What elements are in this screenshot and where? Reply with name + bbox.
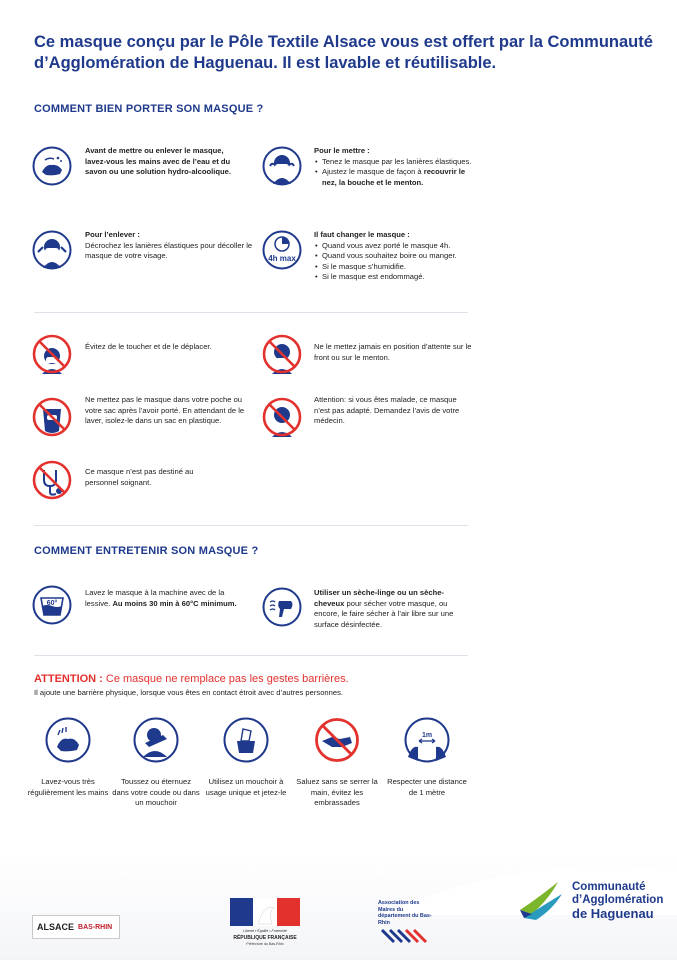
put-on-text: Pour le mettre : • Tenez le masque par les lanières élastiques. • Ajustez le masque de façon à recouvrir le nez, la bouche et le menton.: [314, 146, 474, 188]
warning-no-chin: Ne le mettez jamais en position d’attente sur le front ou sur le menton.: [314, 342, 472, 362]
timer-icon-label: 4h max: [268, 254, 296, 263]
warning-no-pocket: Ne mettez pas le masque dans votre poche ou votre sac après l’avoir porté. En attendant de le laver, isolez-le dans un sac en plastique.: [85, 395, 245, 425]
hair-dryer-icon: [262, 587, 302, 627]
republique-francaise-logo: [228, 896, 302, 948]
page-headline: Ce masque conçu par le Pôle Textile Alsace vous est offert par la Communauté d’Agglomération de Haguenau. Il est lavable et réutilisable.: [34, 33, 653, 72]
gesture-caption: Utilisez un mouchoir à usage unique et jetez-le: [205, 777, 287, 797]
dry-text: Utiliser un sèche-linge ou un sèche-cheveux pour sécher votre masque, ou encore, le faire sécher à l’air libre sur une surface désinfectée.: [314, 588, 454, 629]
alsace-logo: ALSACE BAS-RHIN: [32, 915, 120, 939]
no-stethoscope-icon: [32, 460, 72, 500]
warning-not-medical: Ce masque n’est pas destiné au personnel soignant.: [85, 467, 194, 487]
divider: [34, 312, 468, 313]
distance-icon: [404, 717, 450, 763]
remove-mask-icon: [32, 230, 72, 270]
haguenau-name: Communauté d’Agglomération de Haguenau: [572, 881, 664, 921]
hand-wash-icon: [32, 146, 72, 186]
no-chin-icon: [262, 334, 302, 374]
distance-label: 1m: [421, 732, 433, 739]
gesture-caption: Lavez-vous très régulièrement les mains: [27, 777, 109, 797]
remove-text: Pour l’enlever : Décrochez les lanières élastiques pour décoller le masque de votre visage.: [85, 230, 253, 260]
warning-sick: Attention: si vous êtes malade, ce masque n’est pas adapté. Demandez l’avis de votre médecin.: [314, 395, 460, 425]
rf-name: RÉPUBLIQUE FRANÇAISE: [233, 935, 297, 941]
rf-motto: Liberté • Égalité • Fraternité: [243, 929, 287, 933]
section-title-care: COMMENT ENTRETENIR SON MASQUE ?: [34, 545, 259, 557]
sneeze-elbow-icon: [133, 717, 179, 763]
gesture-caption: Saluez sans se serrer la main, évitez les embrassades: [296, 777, 378, 807]
divider: [34, 525, 468, 526]
attention-subtext: Il ajoute une barrière physique, lorsque vous êtes en contact étroit avec d’autres personnes.: [34, 688, 343, 697]
put-on-mask-icon: [262, 146, 302, 186]
warning-no-touch: Évitez de le toucher et de le déplacer.: [85, 342, 212, 351]
change-text: Il faut changer le masque : • Quand vous avez porté le masque 4h. • Quand vous souhaitez boire ou manger. • Si le masque s’humidifie. • Si le masque est endommagé.: [314, 230, 479, 283]
gesture-caption: Toussez ou éternuez dans votre coude ou dans un mouchoir: [112, 777, 200, 807]
no-touch-icon: [32, 334, 72, 374]
rf-prefecture: Préfecture du Bas-Rhin: [246, 942, 284, 946]
tissue-icon: [223, 717, 269, 763]
no-pocket-icon: [32, 397, 72, 437]
attention-heading: ATTENTION : Ce masque ne remplace pas les gestes barrières.: [34, 673, 349, 685]
wash-60-icon: [32, 585, 72, 625]
maires-association-logo: [378, 900, 438, 948]
ama-text: Association des Maires du département du Bas-Rhin: [378, 900, 432, 926]
ama-stripes: [378, 926, 436, 946]
wash-temp-label: 60°: [46, 600, 58, 607]
timer-icon: [262, 230, 302, 270]
wash-hands-text: Avant de mettre ou enlever le masque, lavez-vous les mains avec de l’eau et du savon ou une solution hydro-alcoolique.: [85, 146, 231, 176]
haguenau-logo: [518, 878, 668, 924]
hand-wash-icon: [45, 717, 91, 763]
sick-person-icon: [262, 397, 302, 437]
gesture-caption: Respecter une distance de 1 mètre: [387, 777, 467, 797]
wash-text: Lavez le masque à la machine avec de la lessive. Au moins 30 min à 60°C minimum.: [85, 588, 237, 608]
section-title-wear: COMMENT BIEN PORTER SON MASQUE ?: [34, 103, 264, 115]
divider: [34, 655, 468, 656]
no-handshake-icon: [314, 717, 360, 763]
haguenau-emblem: [518, 880, 566, 922]
